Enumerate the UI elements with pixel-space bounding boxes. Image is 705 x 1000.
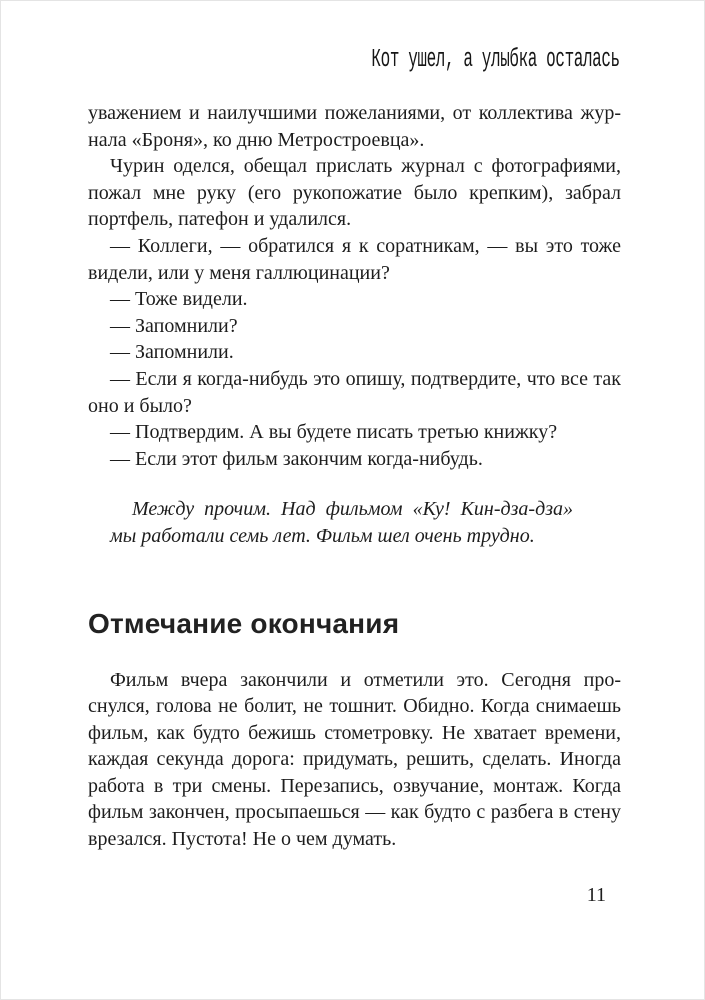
dialogue-paragraph: — Подтвердим. А вы будете писать третью книжку? bbox=[110, 421, 558, 444]
dialogue-paragraph: — Коллеги, — обратился я к соратникам, — вы это тоже видели, или у меня галлюцинации? bbox=[88, 234, 621, 284]
block-quote: Между прочим. Над фильмом «Ку! Кин-дза-дза» мы работали семь лет. Фильм шел очень трудно. bbox=[110, 498, 573, 547]
body-paragraph: Фильм вчера закончили и отметили это. Сегодня проснулся, голова не болит, не тошнит. Обидно. Когда снимаешь фильм, как будто бежишь стометровку. Не хватает времени, каждая секунда дорога: придумать, решить, сделать. Иногда работа в три смены. Перезапись, озвучание, монтаж. Когда фильм закончен, просыпаешься — как будто с разбега в стену врезался. Пустота! Не о чем думать. bbox=[88, 668, 621, 851]
dialogue-paragraph: — Тоже видели. bbox=[110, 288, 248, 311]
dialogue-paragraph: — Запомнили. bbox=[110, 341, 234, 364]
page-number: 11 bbox=[586, 884, 606, 906]
section-heading: Отмечание окончания bbox=[88, 607, 400, 639]
dialogue-paragraph: — Если я когда-нибудь это опишу, подтвердите, что все так оно и было? bbox=[88, 367, 621, 417]
dialogue-paragraph: — Если этот фильм закончим когда-нибудь. bbox=[110, 447, 483, 470]
body-paragraph: уважением и наилучшими пожеланиями, от коллектива журнала «Броня», ко дню Метростроевца». bbox=[88, 102, 621, 151]
running-header bbox=[200, 45, 620, 75]
body-paragraph: Чурин оделся, обещал прислать журнал с фотографиями, пожал мне руку (его рукопожатие было крепким), забрал портфель, патефон и удалился. bbox=[88, 155, 621, 231]
dialogue-paragraph: — Запомнили? bbox=[110, 314, 238, 337]
running-header-text: Кот ушел, а улыбка осталась bbox=[371, 45, 620, 75]
page-body bbox=[88, 100, 621, 853]
